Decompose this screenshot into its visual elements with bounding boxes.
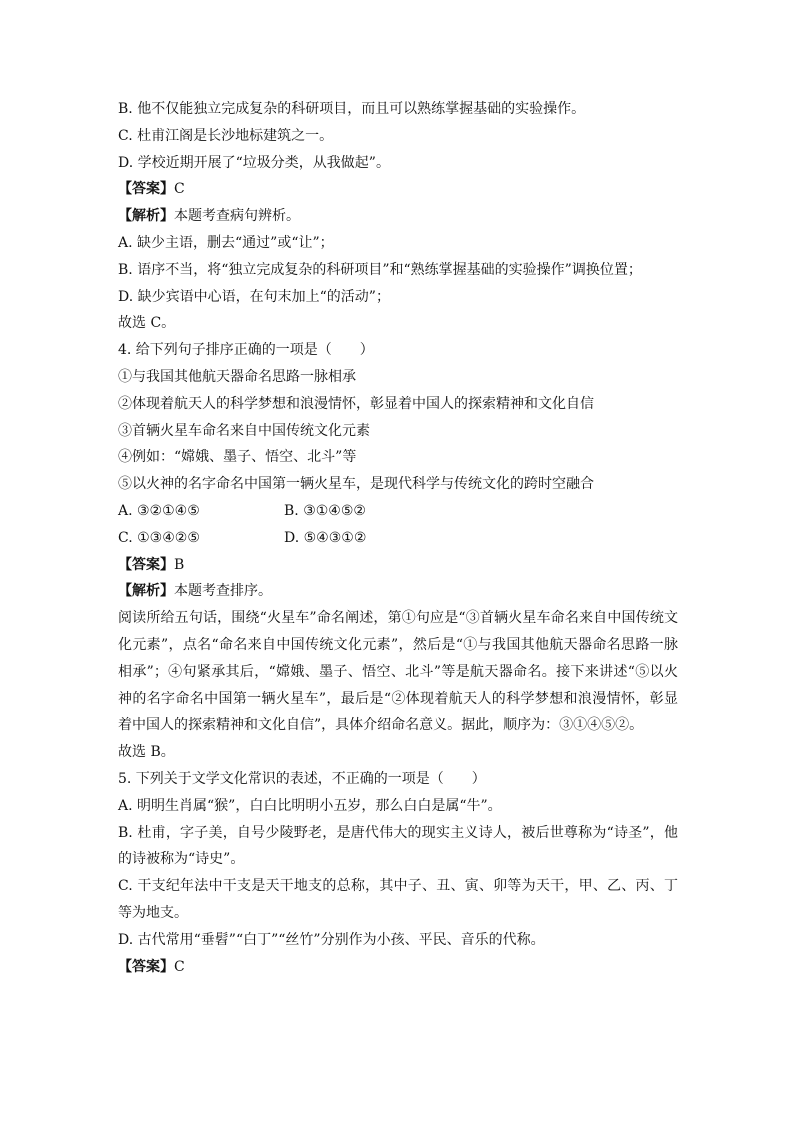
answer-tag: 【答案】	[118, 958, 174, 975]
q5-stem: 5. 下列关于文学文化常识的表述，不正确的一项是（ ）	[118, 770, 486, 787]
q4-option-c: C. ①③④②⑤	[118, 529, 200, 546]
q3-answer	[118, 176, 678, 203]
q3-analysis-d: D. 缺少宾语中心语，在句末加上“的活动”；	[118, 288, 390, 305]
q5-option-a: A. 明明生肖属“猴”，白白比明明小五岁，那么白白是属“牛”。	[118, 797, 502, 814]
analysis-tag: 【解析】	[118, 208, 174, 225]
q5-option-c: C. 干支纪年法中干支是天干地支的总称，其中子、丑、寅、卯等为天干，甲、乙、丙、丁等为地支。	[118, 878, 678, 921]
q4-option-d: D. ⑤④③①②	[284, 529, 367, 546]
q4-option-a: A. ③②①④⑤	[118, 502, 200, 519]
document-content	[118, 96, 678, 980]
q4-sentence-3: ③首辆火星车命名来自中国传统文化元素	[118, 422, 370, 439]
q5-option-b: B. 杜甫，字子美，自号少陵野老，是唐代伟大的现实主义诗人，被后世尊称为“诗圣”，他的诗被称为“诗史”。	[118, 824, 678, 868]
q4-option-b: B. ③①④⑤②	[284, 502, 366, 519]
q3-option-d: D. 学校近期开展了“垃圾分类，从我做起”。	[118, 154, 390, 171]
q3-option-b: B. 他不仅能独立完成复杂的科研项目，而且可以熟练掌握基础的实验操作。	[118, 101, 586, 117]
q4-answer	[118, 552, 678, 579]
q5-answer	[118, 954, 678, 981]
q4-options-row-2	[118, 525, 678, 552]
analysis-tag: 【解析】	[118, 583, 174, 600]
answer-value: C	[174, 958, 185, 975]
answer-value: C	[174, 181, 185, 198]
q4-explanation: 阅读所给五句话，围绕“火星车”命名阐述，第①句应是“③首辆火星车命名来自中国传统文化元素”，点名“命名来自中国传统文化元素”，然后是“①与我国其他航天器命名思路一脉相承”；④句紧承其后，“嫦娥、墨子、悟空、北斗”等是航天器命名。接下来讲述“⑤以火神的名字命名中国第一辆火星车”，最后是“②体现着航天人的科学梦想和浪漫情怀，彰显着中国人的探索精神和文化自信”，具体介绍命名意义。据此，顺序为：③①④⑤②。	[118, 610, 678, 734]
q4-sentence-2: ②体现着航天人的科学梦想和浪漫情怀，彰显着中国人的探索精神和文化自信	[118, 395, 594, 412]
q3-analysis-b: B. 语序不当，将“独立完成复杂的科研项目”和“熟练掌握基础的实验操作”调换位置；	[118, 261, 642, 278]
answer-tag: 【答案】	[118, 181, 174, 198]
q4-sentence-5: ⑤以火神的名字命名中国第一辆火星车，是现代科学与传统文化的跨时空融合	[118, 476, 594, 493]
q4-sentence-1: ①与我国其他航天器命名思路一脉相承	[118, 368, 356, 385]
q4-options-row-1	[118, 498, 678, 525]
q4-sentence-4: ④例如：“嫦娥、墨子、悟空、北斗”等	[118, 449, 357, 466]
q3-conclusion: 故选 C。	[118, 315, 176, 332]
q5-option-d: D. 古代常用“垂髫”“白丁”“丝竹”分别作为小孩、平民、音乐的代称。	[118, 931, 545, 948]
answer-value: B	[174, 556, 185, 573]
answer-tag: 【答案】	[118, 556, 174, 573]
q4-stem: 4. 给下列句子排序正确的一项是（ ）	[118, 342, 374, 359]
q4-analysis	[118, 578, 678, 605]
q4-conclusion: 故选 B。	[118, 744, 175, 761]
analysis-text: 本题考查病句辨析。	[174, 208, 300, 225]
analysis-text: 本题考查排序。	[174, 583, 272, 600]
q3-option-c: C. 杜甫江阁是长沙地标建筑之一。	[118, 127, 334, 144]
q3-analysis-a: A. 缺少主语，删去“通过”或“让”；	[118, 234, 334, 251]
q3-analysis	[118, 203, 678, 230]
